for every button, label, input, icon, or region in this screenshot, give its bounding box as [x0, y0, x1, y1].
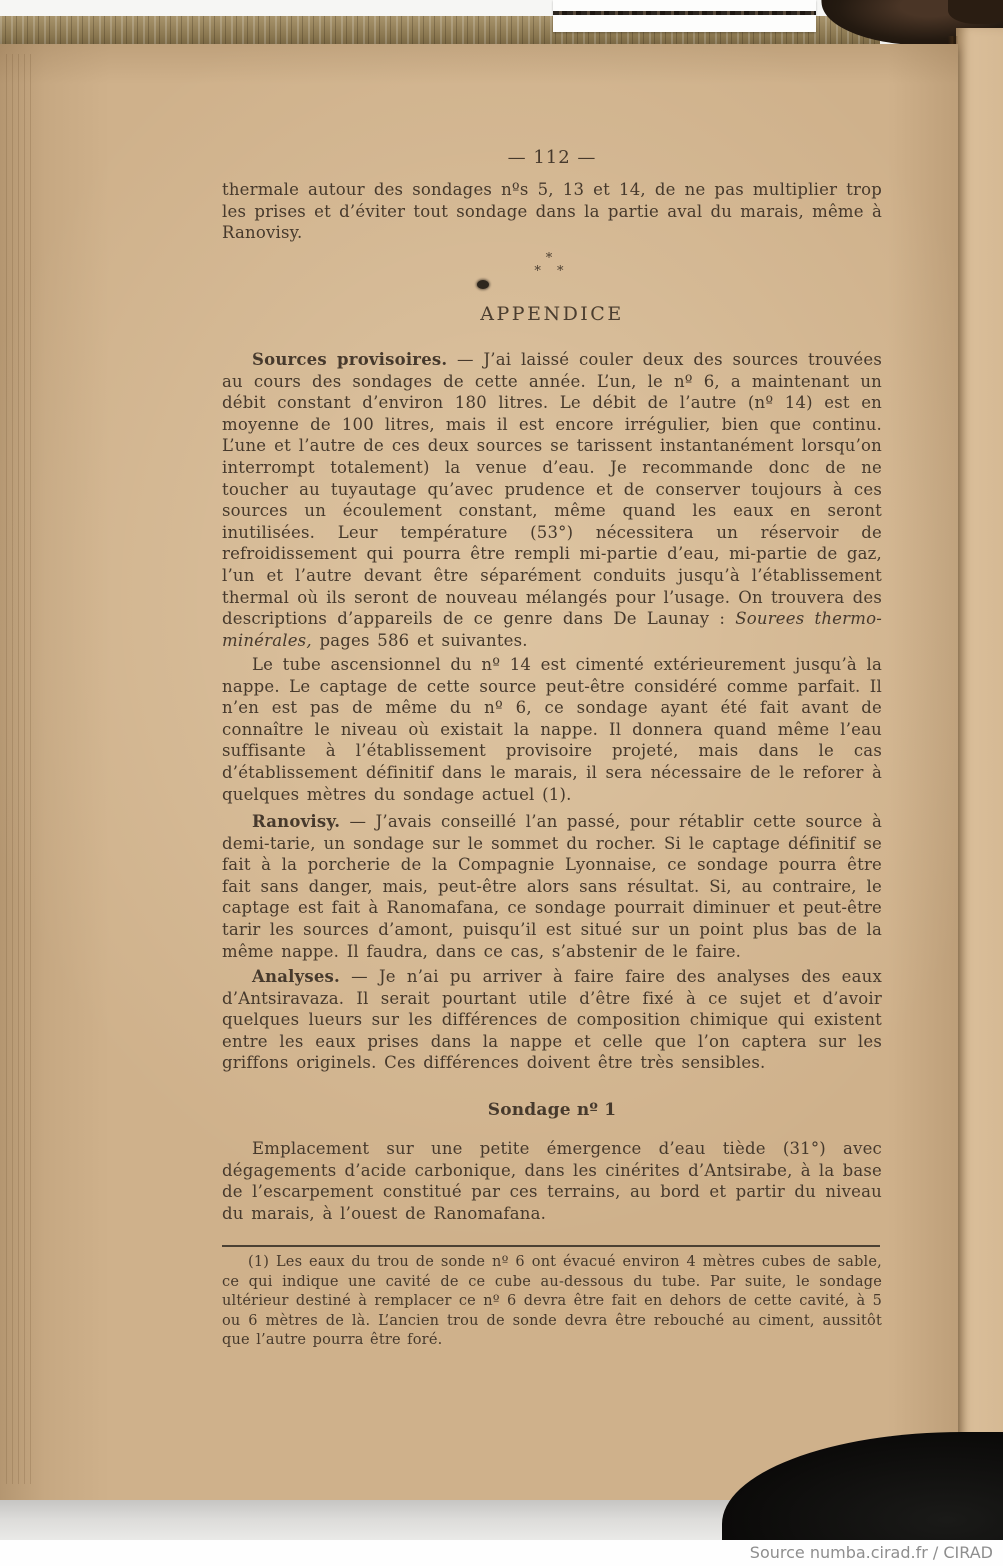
sources-lead: Sources provisoires. [252, 350, 448, 369]
tube-paragraph: Le tube ascensionnel du nº 14 est cimenté extérieurement jusqu’à la nappe. Le captage de cette source peut-être considéré comme parfait. Il n’en est pas de même du nº 6, ce sondage ayant été fait avant de connaître le niveau où existait la nappe. Il donnera quand même l’eau suffisante à l’établissement provisoire projeté, mais dans le cas d’établissement définitif dans le marais, il sera nécessaire de le reforer à quelques mètres du sondage actuel (1). [222, 655, 882, 804]
analyses-text: — Je n’ai pu arriver à faire faire des analyses des eaux d’Antsiravaza. Il serait pourtant utile d’être fixé à ce sujet et d’avoir quelques lueurs sur les différences de composition chimique qui existent entre les eaux prises dans la nappe et celle que l’on captera sur les griffons originels. Ces différences doivent être très sensibles. [222, 967, 882, 1073]
sources-italic-citation: Sourees thermo-minérales, [222, 609, 882, 650]
sources-text-1: — J’ai laissé couler deux des sources trouvées au cours des sondages de cette année. L’un, le nº 6, a maintenant un débit constant d’environ 180 litres. Le débit de l’autre (nº 14) est en moyenne de 100 litres, mais il est encore irrégulier, bien que continu. L’une et l’autre de ces deux sources se tarissent instantanément lorsqu’on interrompt totalement) la venue d’eau. Je recommande donc de ne toucher au tuyautage qu’avec prudence et de conserver toujours à ces sources un écoulement constant, même quand les eaux en seront inutilisées. Leur température (53°) nécessitera un réservoir de refroidissement qui pourra être rempli mi-partie d’eau, mi-partie de gaz, l’un et l’autre devant être séparément conduits jusqu’à l’établissement thermal où ils seront de nouveau mélangés pour l’usage. On trouvera des descriptions d’appareils de ce genre dans De Launay : [222, 350, 882, 629]
appendix-heading: APPENDICE [480, 303, 624, 325]
ranovisy-text: — J’avais conseillé l’an passé, pour rétablir cette source à demi-tarie, un sondage sur le sommet du rocher. Si le captage définitif se fait à la porcherie de la Compagnie Lyonnaise, ce sondage pourra être fait sans danger, mais, peut-être alors sans résultat. Si, au contraire, le captage est fait à Ranomafana, ce sondage pourrait diminuer et peut-être tarir les sources d’amont, puisqu’il est situé sur un point plus bas de la même nappe. Il faudra, dans ce cas, s’abstenir de le faire. [222, 812, 882, 961]
footnote-rule [222, 1245, 880, 1247]
asterism-top: * [545, 251, 559, 266]
emplacement-paragraph: Emplacement sur une petite émergence d’eau tiède (31°) avec dégagements d’acide carbonique, dans les cinérites d’Antsirabe, à la base de l’escarpement constitué par ces terrains, au bord et partir du niveau du marais, à l’ouest de Ranomafana. [222, 1139, 882, 1223]
asterism-bottom: * * [534, 264, 570, 279]
source-attribution-bar [0, 1540, 1003, 1566]
sondage-heading: Sondage nº 1 [487, 1100, 617, 1120]
sources-provisoires-paragraph [222, 349, 882, 651]
analyses-paragraph [222, 966, 882, 1074]
ranovisy-paragraph [222, 811, 882, 962]
ink-blot [477, 280, 489, 289]
footnote-paragraph: (1) Les eaux du trou de sonde nº 6 ont évacué environ 4 mètres cubes de sable, ce qui indique une cavité de ce cube au-dessous du tube. Par suite, le sondage ultérieur destiné à remplacer ce nº 6 devra être fait en dehors de cette cavité, à 5 ou 6 mètres de là. L’ancien trou de sonde devra être rebouché au ciment, aussitôt que l’autre pourra être foré. [222, 1254, 882, 1349]
source-attribution-text: Source numba.cirad.fr / CIRAD [749, 1543, 993, 1562]
continuation-paragraph: thermale autour des sondages nºs 5, 13 et 14, de ne pas multiplier trop les prises et d’éviter tout sondage dans la partie aval du marais, même à Ranovisy. [222, 180, 882, 243]
page-number: — 112 — [507, 147, 597, 168]
analyses-lead: Analyses. [252, 967, 340, 986]
sources-text-2: pages 586 et suivantes. [311, 630, 528, 650]
asterism-divider [222, 252, 882, 278]
ranovisy-lead: Ranovisy. [252, 812, 341, 831]
